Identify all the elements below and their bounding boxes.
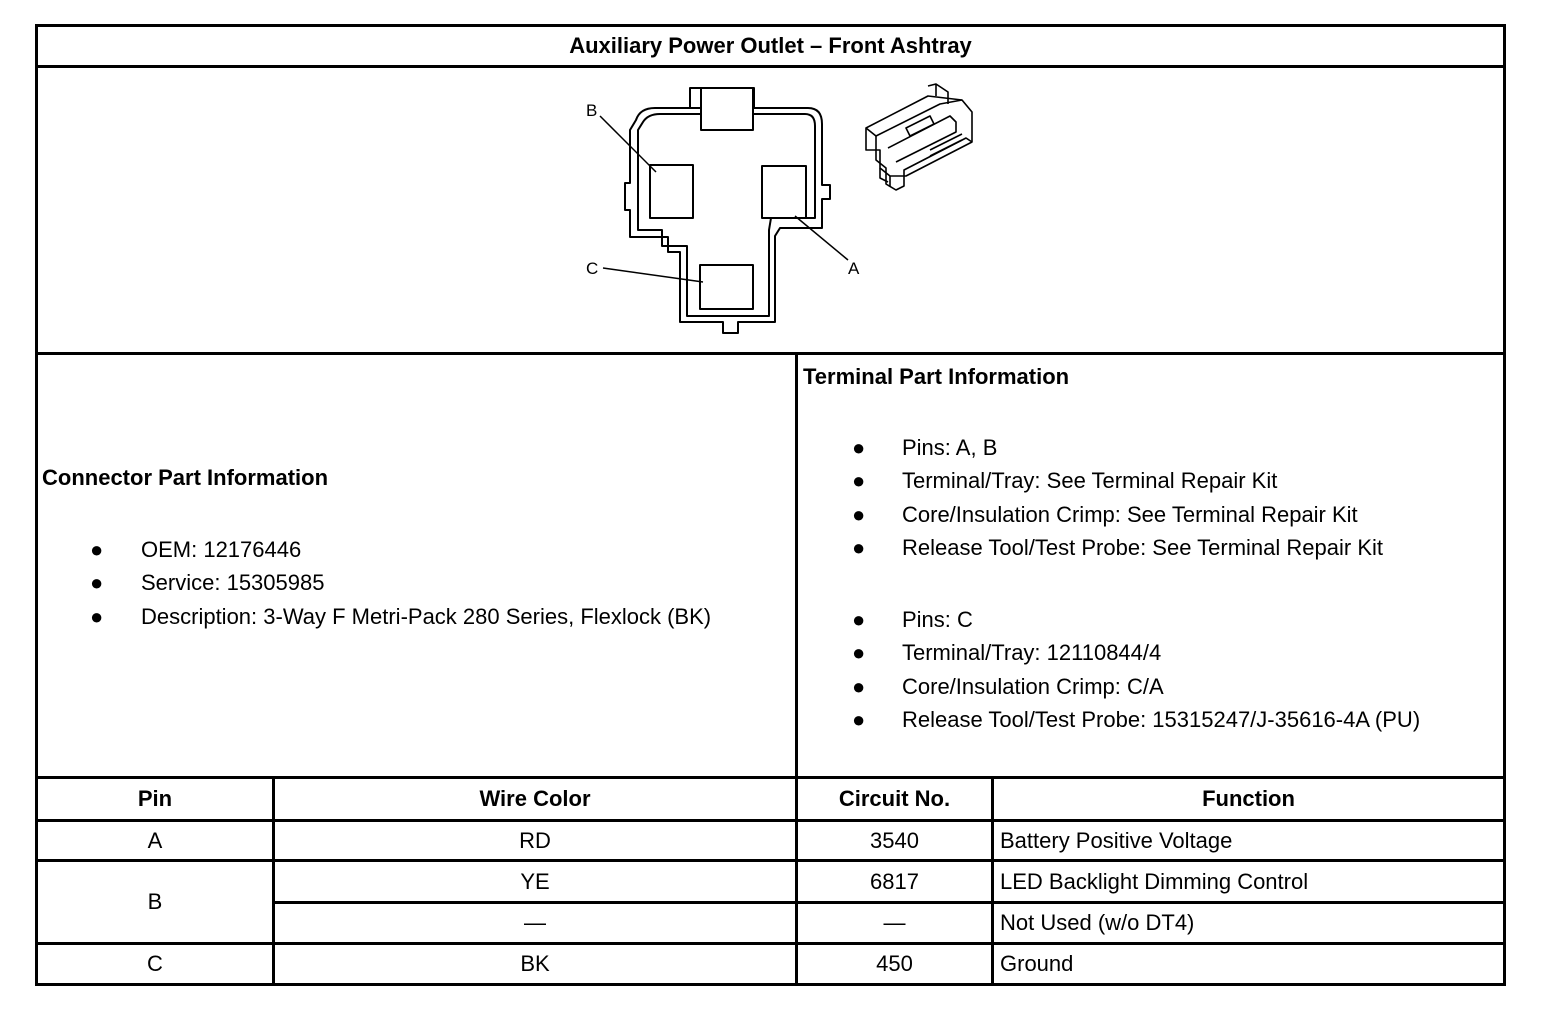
table-cell-function: Not Used (w/o DT4): [1000, 910, 1195, 935]
pin-label-c: C: [586, 259, 599, 278]
bullet-icon: ●: [852, 468, 866, 494]
connector-isometric-picture: [866, 84, 972, 190]
bullet-icon: ●: [852, 640, 866, 666]
table-cell-pin: C: [147, 951, 163, 976]
cavity-b: [650, 165, 693, 218]
table-cell-function: Ground: [1000, 951, 1074, 976]
table-header-function: Function: [1202, 786, 1295, 811]
page-title: Auxiliary Power Outlet – Front Ashtray: [569, 33, 972, 58]
bullet-icon: ●: [852, 535, 866, 561]
bullet-icon: ●: [90, 570, 104, 596]
pin-label-b: B: [586, 101, 598, 120]
bullet-icon: ●: [852, 673, 866, 699]
connector-face-diagram: [0, 0, 1568, 360]
table-cell-wire: YE: [520, 868, 550, 894]
table-cell-pin: B: [147, 889, 163, 914]
table-cell-circuit: 3540: [870, 827, 919, 853]
table-cell-circuit: 6817: [870, 868, 919, 894]
bullet-icon: ●: [90, 603, 104, 629]
table-header-pin: Pin: [137, 786, 173, 811]
leader-line-b: [600, 116, 656, 172]
latch-detail: [690, 88, 754, 130]
table-cell-pin: A: [147, 827, 163, 853]
table-cell-circuit: —: [883, 910, 906, 935]
table-cell-circuit: 450: [876, 951, 913, 976]
connector-inner-outline: [638, 114, 815, 316]
bullet-icon: ●: [852, 607, 866, 632]
pin-label-a: A: [848, 259, 860, 278]
connector-housing-outline: [625, 88, 830, 333]
bullet-icon: ●: [852, 707, 866, 733]
terminal-heading: Terminal Part Information: [803, 364, 1070, 389]
table-cell-function: LED Backlight Dimming Control: [1000, 868, 1309, 894]
table-header-wire-color: Wire Color: [479, 786, 591, 811]
bullet-icon: ●: [852, 501, 866, 527]
bullet-icon: ●: [852, 435, 866, 460]
table-cell-wire: —: [524, 910, 546, 935]
cavity-c: [700, 265, 753, 309]
connector-heading: Connector Part Information: [42, 465, 329, 490]
cavity-a: [762, 166, 806, 218]
bullet-icon: ●: [90, 537, 104, 562]
table-cell-wire: BK: [520, 951, 550, 976]
table-cell-function: Battery Positive Voltage: [1000, 827, 1233, 853]
table-cell-wire: RD: [519, 827, 551, 853]
table-header-circuit: Circuit No.: [838, 786, 951, 811]
